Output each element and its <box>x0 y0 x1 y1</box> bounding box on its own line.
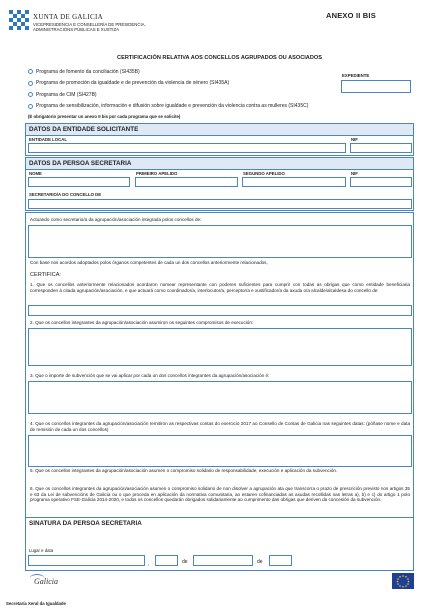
segundo-apelido-field[interactable] <box>242 177 346 187</box>
certification-body <box>25 212 414 524</box>
item-4-field[interactable] <box>28 435 412 467</box>
persoa-nif-field[interactable] <box>350 177 412 187</box>
program-option[interactable] <box>28 80 368 87</box>
eu-flag-icon <box>392 573 414 589</box>
de-1: de <box>182 559 188 565</box>
programs-note: (É obrigatorio presentar un anexo II bis por cada programa que se solicite) <box>28 114 181 119</box>
program-label: Programa de sensibilización, información e difusión sobre igualdade e prevención da violencia contra as mulleres (SI435C) <box>36 103 309 109</box>
org-name: XUNTA DE GALICIA <box>33 13 103 21</box>
year-field[interactable] <box>269 555 292 566</box>
primeiro-apelido-field[interactable] <box>135 177 238 187</box>
entidade-section <box>25 123 414 156</box>
item-2-text: 2. Que os concellos integrantes da agrupación/asociación asumiron os seguintes compromisos de execución: <box>30 320 254 325</box>
dept-line-2: ADMINISTRACIÓNS PÚBLICAS E XUSTIZA <box>33 27 119 32</box>
item-3-field[interactable] <box>28 381 412 414</box>
certifica-label: CERTIFICA: <box>30 272 61 278</box>
radio-icon[interactable] <box>28 92 33 97</box>
persoa-title: DATOS DA PERSOA SECRETARIA <box>26 158 413 170</box>
program-label: Programa de fomento da conciliación (SI435B) <box>36 68 140 75</box>
radio-icon[interactable] <box>28 69 33 74</box>
segundo-apelido-label: SEGUNDO APELIDO <box>243 171 285 176</box>
galicia-logo-text: Galicia <box>34 577 58 586</box>
lugar-field[interactable] <box>28 555 145 566</box>
entidade-local-field[interactable] <box>28 143 346 153</box>
item-1-text: 1. Que os concellos anteriormente relacionados acordaron nomear representante con poderes suficientes para cumprir con todas as obrigas que como entidade beneficiaria corresponden á citada agrupación/asociación, e que actuará como coordinador/a, interlocutor/a, perceptor/a e xustificador/a da axuda o/a alcalde/alcaldesa do concello de: <box>30 282 410 293</box>
base-text: Con base nos acordos adoptados polos órganos competentes de cada un dos concellos anteriormente relacionados, <box>30 260 268 265</box>
item-1-field[interactable] <box>28 305 412 316</box>
entidade-local-label: ENTIDADE LOCAL <box>29 137 67 142</box>
entidade-title: DATOS DA ENTIDADE SOLICITANTE <box>26 124 413 136</box>
entidade-nif-field[interactable] <box>350 143 412 153</box>
secretario-label: SECRETARIO/A DO CONCELLO DE <box>29 192 102 197</box>
entidade-nif-label: NIF <box>351 137 358 142</box>
lugar-data-label: Lugar e data <box>29 548 54 553</box>
item-2-field[interactable] <box>28 328 412 366</box>
expediente-field[interactable] <box>341 80 411 93</box>
sinatura-title: SINATURA DA PERSOA SECRETARIA <box>26 518 413 529</box>
item-3-text: 3. Que o importe de subvención que se vai aplicar por cada un dos concellos integrantes da agrupación/asociación é: <box>30 373 270 378</box>
form-title: CERTIFICACIÓN RELATIVA AOS CONCELLOS AGRUPADOS OU ASOCIADOS <box>117 55 322 61</box>
item-5-text: 5. Que os concellos integrantes da agrupación/asociación asumen o compromiso solidario de responsabilidade, execución e aplicación da subvención. <box>30 468 338 473</box>
actuando-text: Actuando como secretario/a da agrupación/asociación integrada polos concellos de: <box>30 217 202 222</box>
secretaria-footer: Secretaría Xeral da Igualdade <box>6 601 66 606</box>
comma-separator: , <box>148 561 150 567</box>
day-field[interactable] <box>155 555 178 566</box>
concellos-field[interactable] <box>28 225 412 258</box>
expediente-label: EXPEDIENTE <box>342 73 370 78</box>
item-4-text: 4. Que os concellos integrantes da agrupación/asociación remitiron as respectivas contas do exercicio 2017 ao Consello de Contas de Galicia nas seguintes datas: (póñase nome e data de remisión de cada un dos concellos) <box>30 421 410 432</box>
xunta-logo-icon <box>8 9 30 31</box>
persoa-section <box>25 157 414 211</box>
de-2: de <box>257 559 263 565</box>
program-option[interactable] <box>28 91 368 98</box>
primeiro-apelido-label: PRIMEIRO APELIDO <box>136 171 178 176</box>
radio-icon[interactable] <box>28 81 33 86</box>
annex-label: ANEXO II BIS <box>326 11 376 20</box>
nome-label: NOME <box>29 171 42 176</box>
sinatura-section <box>25 517 414 571</box>
radio-icon[interactable] <box>28 104 33 109</box>
program-label: Programa de CIM (SI427B) <box>36 91 97 98</box>
header-logo <box>8 9 30 31</box>
month-field[interactable] <box>193 555 253 566</box>
program-option[interactable] <box>28 68 368 75</box>
dept-line-1: VICEPRESIDENCIA E CONSELLERÍA DE PRESIDENCIA, <box>33 22 146 27</box>
secretario-field[interactable] <box>28 199 412 209</box>
item-6-text: 6. Que os concellos integrantes da agrupación/asociación asumen o compromiso solidario de non disolver a agrupación ata que transcorra o prazo de prescrición previsto nos artigos 35 e 63 da Lei de subvencións de Galicia ou o que proceda en aplicación da normativa comunitaria, ao estaren cofinanciadas as axudas recollidas nas letras a), b) e c) do artigo 1 polo programa operativo FSE-Galicia 2014-2020, e todos os concellos quedarán obrigados solidariamente ao cumprimento das obrigas que deriven da concesión da subvención. <box>30 486 410 503</box>
program-label: Programa de promoción da igualdade e de prevención da violencia de xénero (SI435A) <box>36 80 230 86</box>
program-option[interactable] <box>28 103 368 110</box>
persoa-nif-label: NIF <box>351 171 358 176</box>
programs-list <box>28 68 368 110</box>
nome-field[interactable] <box>28 177 130 187</box>
